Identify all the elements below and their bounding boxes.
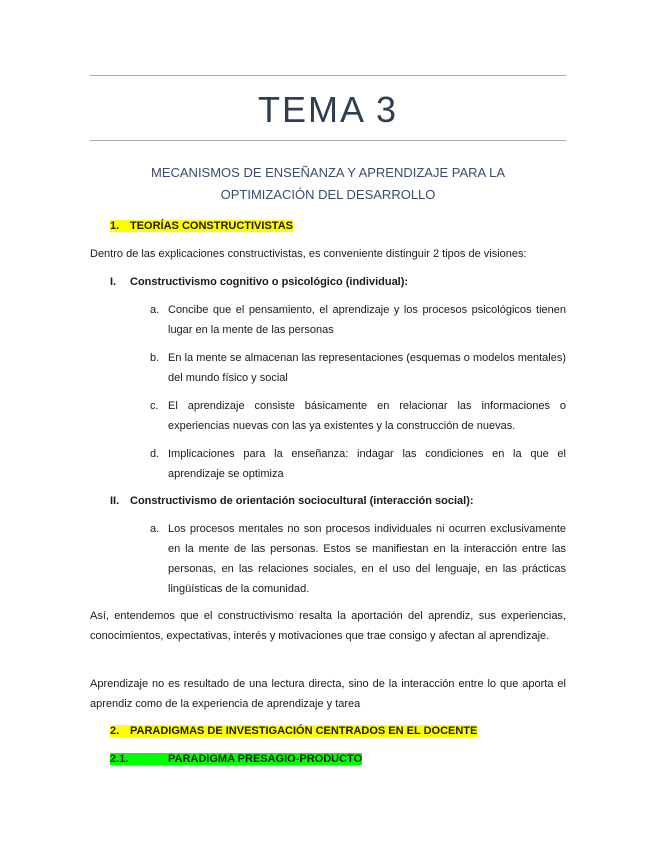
list-item-letter: c. — [150, 400, 159, 412]
part-1-number: I. — [110, 276, 117, 288]
body-paragraph: Aprendizaje no es resultado de una lectura directa, sino de la interacción entre lo que aporta el aprendiz como de la experiencia de aprendizaje y tarea — [90, 678, 566, 710]
section-2-1-heading — [110, 751, 362, 767]
title-bottom-rule — [90, 140, 566, 141]
section-2-number: 2. — [110, 725, 120, 737]
list-item-text: Los procesos mentales no son procesos individuales ni ocurren exclusivamente en la mente de las personas. Estos se manifiestan en la interacción entre las personas, en las relaciones sociales, en el uso del lenguaje, en las prácticas lingüísticas de la comunidad. — [168, 523, 566, 595]
part-1-heading — [110, 273, 408, 291]
title-top-rule — [90, 75, 566, 76]
list-item-text: Concibe que el pensamiento, el aprendizaje y los procesos psicológicos tienen lugar en la mente de las personas — [168, 304, 566, 336]
section-2-1-number: 2.1. — [110, 753, 129, 765]
list-item — [150, 444, 566, 484]
list-item-letter: d. — [150, 448, 160, 460]
list-item-text: En la mente se almacenan las representaciones (esquemas o modelos mentales) del mundo físico y social — [168, 352, 566, 384]
list-item — [150, 348, 566, 388]
list-item — [150, 396, 566, 436]
part-2-label: Constructivismo de orientación sociocultural (interacción social): — [130, 495, 474, 507]
body-paragraph: Así, entendemos que el constructivismo resalta la aportación del aprendiz, sus experiencias, conocimientos, expectativas, interés y motivaciones que trae consigo y afectan al aprendizaje. — [90, 610, 566, 642]
intro-paragraph: Dentro de las explicaciones constructivistas, es conveniente distinguir 2 tipos de visiones: — [90, 248, 527, 260]
section-1-label: TEORÍAS CONSTRUCTIVISTAS — [130, 220, 293, 232]
list-item-letter: b. — [150, 352, 160, 364]
list-item-letter: a. — [150, 304, 160, 316]
document-subtitle: MECANISMOS DE ENSEÑANZA Y APRENDIZAJE PARA LA OPTIMIZACIÓN DEL DESARROLLO — [151, 165, 505, 202]
page-title: TEMA 3 — [257, 89, 399, 130]
list-item-text: Implicaciones para la enseñanza: indagar las condiciones en la que el aprendizaje se optimiza — [168, 448, 566, 480]
part-2-heading — [110, 492, 474, 510]
list-item-letter: a. — [150, 523, 160, 535]
list-item-text: El aprendizaje consiste básicamente en relacionar las informaciones o experiencias nuevas con las ya existentes y la construcción de nuevas. — [168, 400, 566, 432]
part-2-number: II. — [110, 495, 120, 507]
part-1-label: Constructivismo cognitivo o psicológico (individual): — [130, 276, 409, 288]
list-item — [150, 300, 566, 340]
section-1-number: 1. — [110, 220, 120, 232]
section-2-1-label: PARADIGMA PRESAGIO-PRODUCTO — [168, 753, 363, 765]
section-2-label: PARADIGMAS DE INVESTIGACIÓN CENTRADOS EN EL DOCENTE — [130, 725, 478, 737]
list-item — [150, 519, 566, 599]
section-2-heading — [110, 723, 477, 739]
section-1-heading — [110, 218, 293, 234]
